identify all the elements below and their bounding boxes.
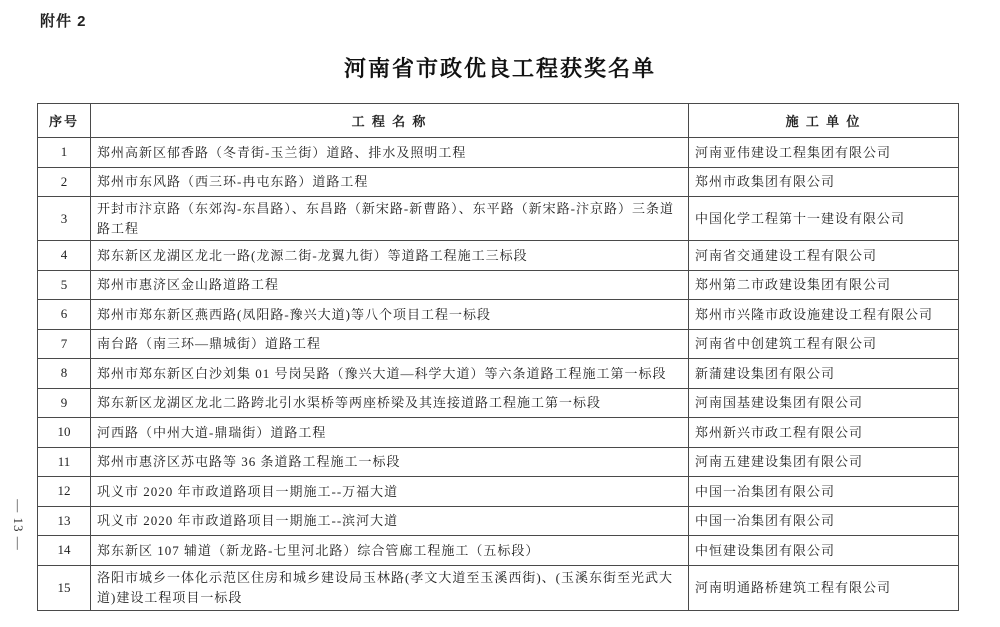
- row-serial-number: 3: [38, 197, 91, 241]
- row-serial-number: 6: [38, 300, 91, 330]
- row-serial-number: 15: [38, 565, 91, 610]
- header-project-name: 工 程 名 称: [91, 104, 689, 138]
- row-serial-number: 10: [38, 418, 91, 448]
- row-project-name: 南台路（南三环—鼎城街）道路工程: [91, 329, 689, 359]
- row-construction-unit: 郑州新兴市政工程有限公司: [689, 418, 959, 448]
- row-serial-number: 1: [38, 138, 91, 168]
- row-construction-unit: 河南国基建设集团有限公司: [689, 388, 959, 418]
- table-body: [38, 138, 959, 611]
- row-project-name: 郑东新区龙湖区龙北一路(龙源二街-龙翼九街）等道路工程施工三标段: [91, 241, 689, 271]
- table-row: [38, 447, 959, 477]
- row-construction-unit: 中国化学工程第十一建设有限公司: [689, 197, 959, 241]
- table-row: [38, 270, 959, 300]
- row-project-name: 开封市汴京路（东郊沟-东昌路）、东昌路（新宋路-新曹路）、东平路（新宋路-汴京路）三条道路工程: [91, 197, 689, 241]
- table-row: [38, 536, 959, 566]
- table-row: [38, 329, 959, 359]
- row-project-name: 郑州市郑东新区燕西路(凤阳路-豫兴大道)等八个项目工程一标段: [91, 300, 689, 330]
- row-construction-unit: 河南明通路桥建筑工程有限公司: [689, 565, 959, 610]
- row-construction-unit: 河南省中创建筑工程有限公司: [689, 329, 959, 359]
- row-serial-number: 14: [38, 536, 91, 566]
- row-project-name: 河西路（中州大道-鼎瑞街）道路工程: [91, 418, 689, 448]
- row-serial-number: 7: [38, 329, 91, 359]
- row-construction-unit: 新蒲建设集团有限公司: [689, 359, 959, 389]
- row-project-name: 郑东新区龙湖区龙北二路跨北引水渠桥等两座桥梁及其连接道路工程施工第一标段: [91, 388, 689, 418]
- row-project-name: 巩义市 2020 年市政道路项目一期施工--滨河大道: [91, 506, 689, 536]
- row-serial-number: 13: [38, 506, 91, 536]
- row-project-name: 巩义市 2020 年市政道路项目一期施工--万福大道: [91, 477, 689, 507]
- row-project-name: 郑州市郑东新区白沙刘集 01 号岗吴路（豫兴大道—科学大道）等六条道路工程施工第一标段: [91, 359, 689, 389]
- table-row: [38, 167, 959, 197]
- row-construction-unit: 河南亚伟建设工程集团有限公司: [689, 138, 959, 168]
- table-row: [38, 197, 959, 241]
- row-construction-unit: 河南五建建设集团有限公司: [689, 447, 959, 477]
- row-serial-number: 2: [38, 167, 91, 197]
- award-table: [37, 103, 959, 611]
- row-serial-number: 9: [38, 388, 91, 418]
- row-project-name: 郑东新区 107 辅道（新龙路-七里河北路）综合管廊工程施工（五标段）: [91, 536, 689, 566]
- table-row: [38, 138, 959, 168]
- table-row: [38, 241, 959, 271]
- row-serial-number: 5: [38, 270, 91, 300]
- row-serial-number: 12: [38, 477, 91, 507]
- row-project-name: 郑州市惠济区苏屯路等 36 条道路工程施工一标段: [91, 447, 689, 477]
- table-row: [38, 359, 959, 389]
- row-construction-unit: 郑州市政集团有限公司: [689, 167, 959, 197]
- header-serial-number: 序号: [38, 104, 91, 138]
- page-number: — 13 —: [11, 499, 26, 551]
- table-row: [38, 477, 959, 507]
- attachment-label: 附件 2: [40, 13, 87, 30]
- table-row: [38, 300, 959, 330]
- row-project-name: 洛阳市城乡一体化示范区住房和城乡建设局玉林路(孝文大道至玉溪西街)、(玉溪东街至光武大道)建设工程项目一标段: [91, 565, 689, 610]
- table-row: [38, 565, 959, 610]
- row-project-name: 郑州市东风路（西三环-冉屯东路）道路工程: [91, 167, 689, 197]
- row-construction-unit: 中国一冶集团有限公司: [689, 477, 959, 507]
- table-row: [38, 418, 959, 448]
- row-serial-number: 4: [38, 241, 91, 271]
- table-row: [38, 506, 959, 536]
- row-serial-number: 11: [38, 447, 91, 477]
- row-construction-unit: 河南省交通建设工程有限公司: [689, 241, 959, 271]
- row-construction-unit: 郑州市兴隆市政设施建设工程有限公司: [689, 300, 959, 330]
- row-project-name: 郑州高新区郁香路（冬青街-玉兰街）道路、排水及照明工程: [91, 138, 689, 168]
- row-construction-unit: 中国一冶集团有限公司: [689, 506, 959, 536]
- row-project-name: 郑州市惠济区金山路道路工程: [91, 270, 689, 300]
- page-title: 河南省市政优良工程获奖名单: [343, 56, 656, 81]
- header-construction-unit: 施 工 单 位: [689, 104, 959, 138]
- table-row: [38, 388, 959, 418]
- table-header: [38, 104, 959, 138]
- row-serial-number: 8: [38, 359, 91, 389]
- table-header-row: [38, 104, 959, 138]
- row-construction-unit: 郑州第二市政建设集团有限公司: [689, 270, 959, 300]
- row-construction-unit: 中恒建设集团有限公司: [689, 536, 959, 566]
